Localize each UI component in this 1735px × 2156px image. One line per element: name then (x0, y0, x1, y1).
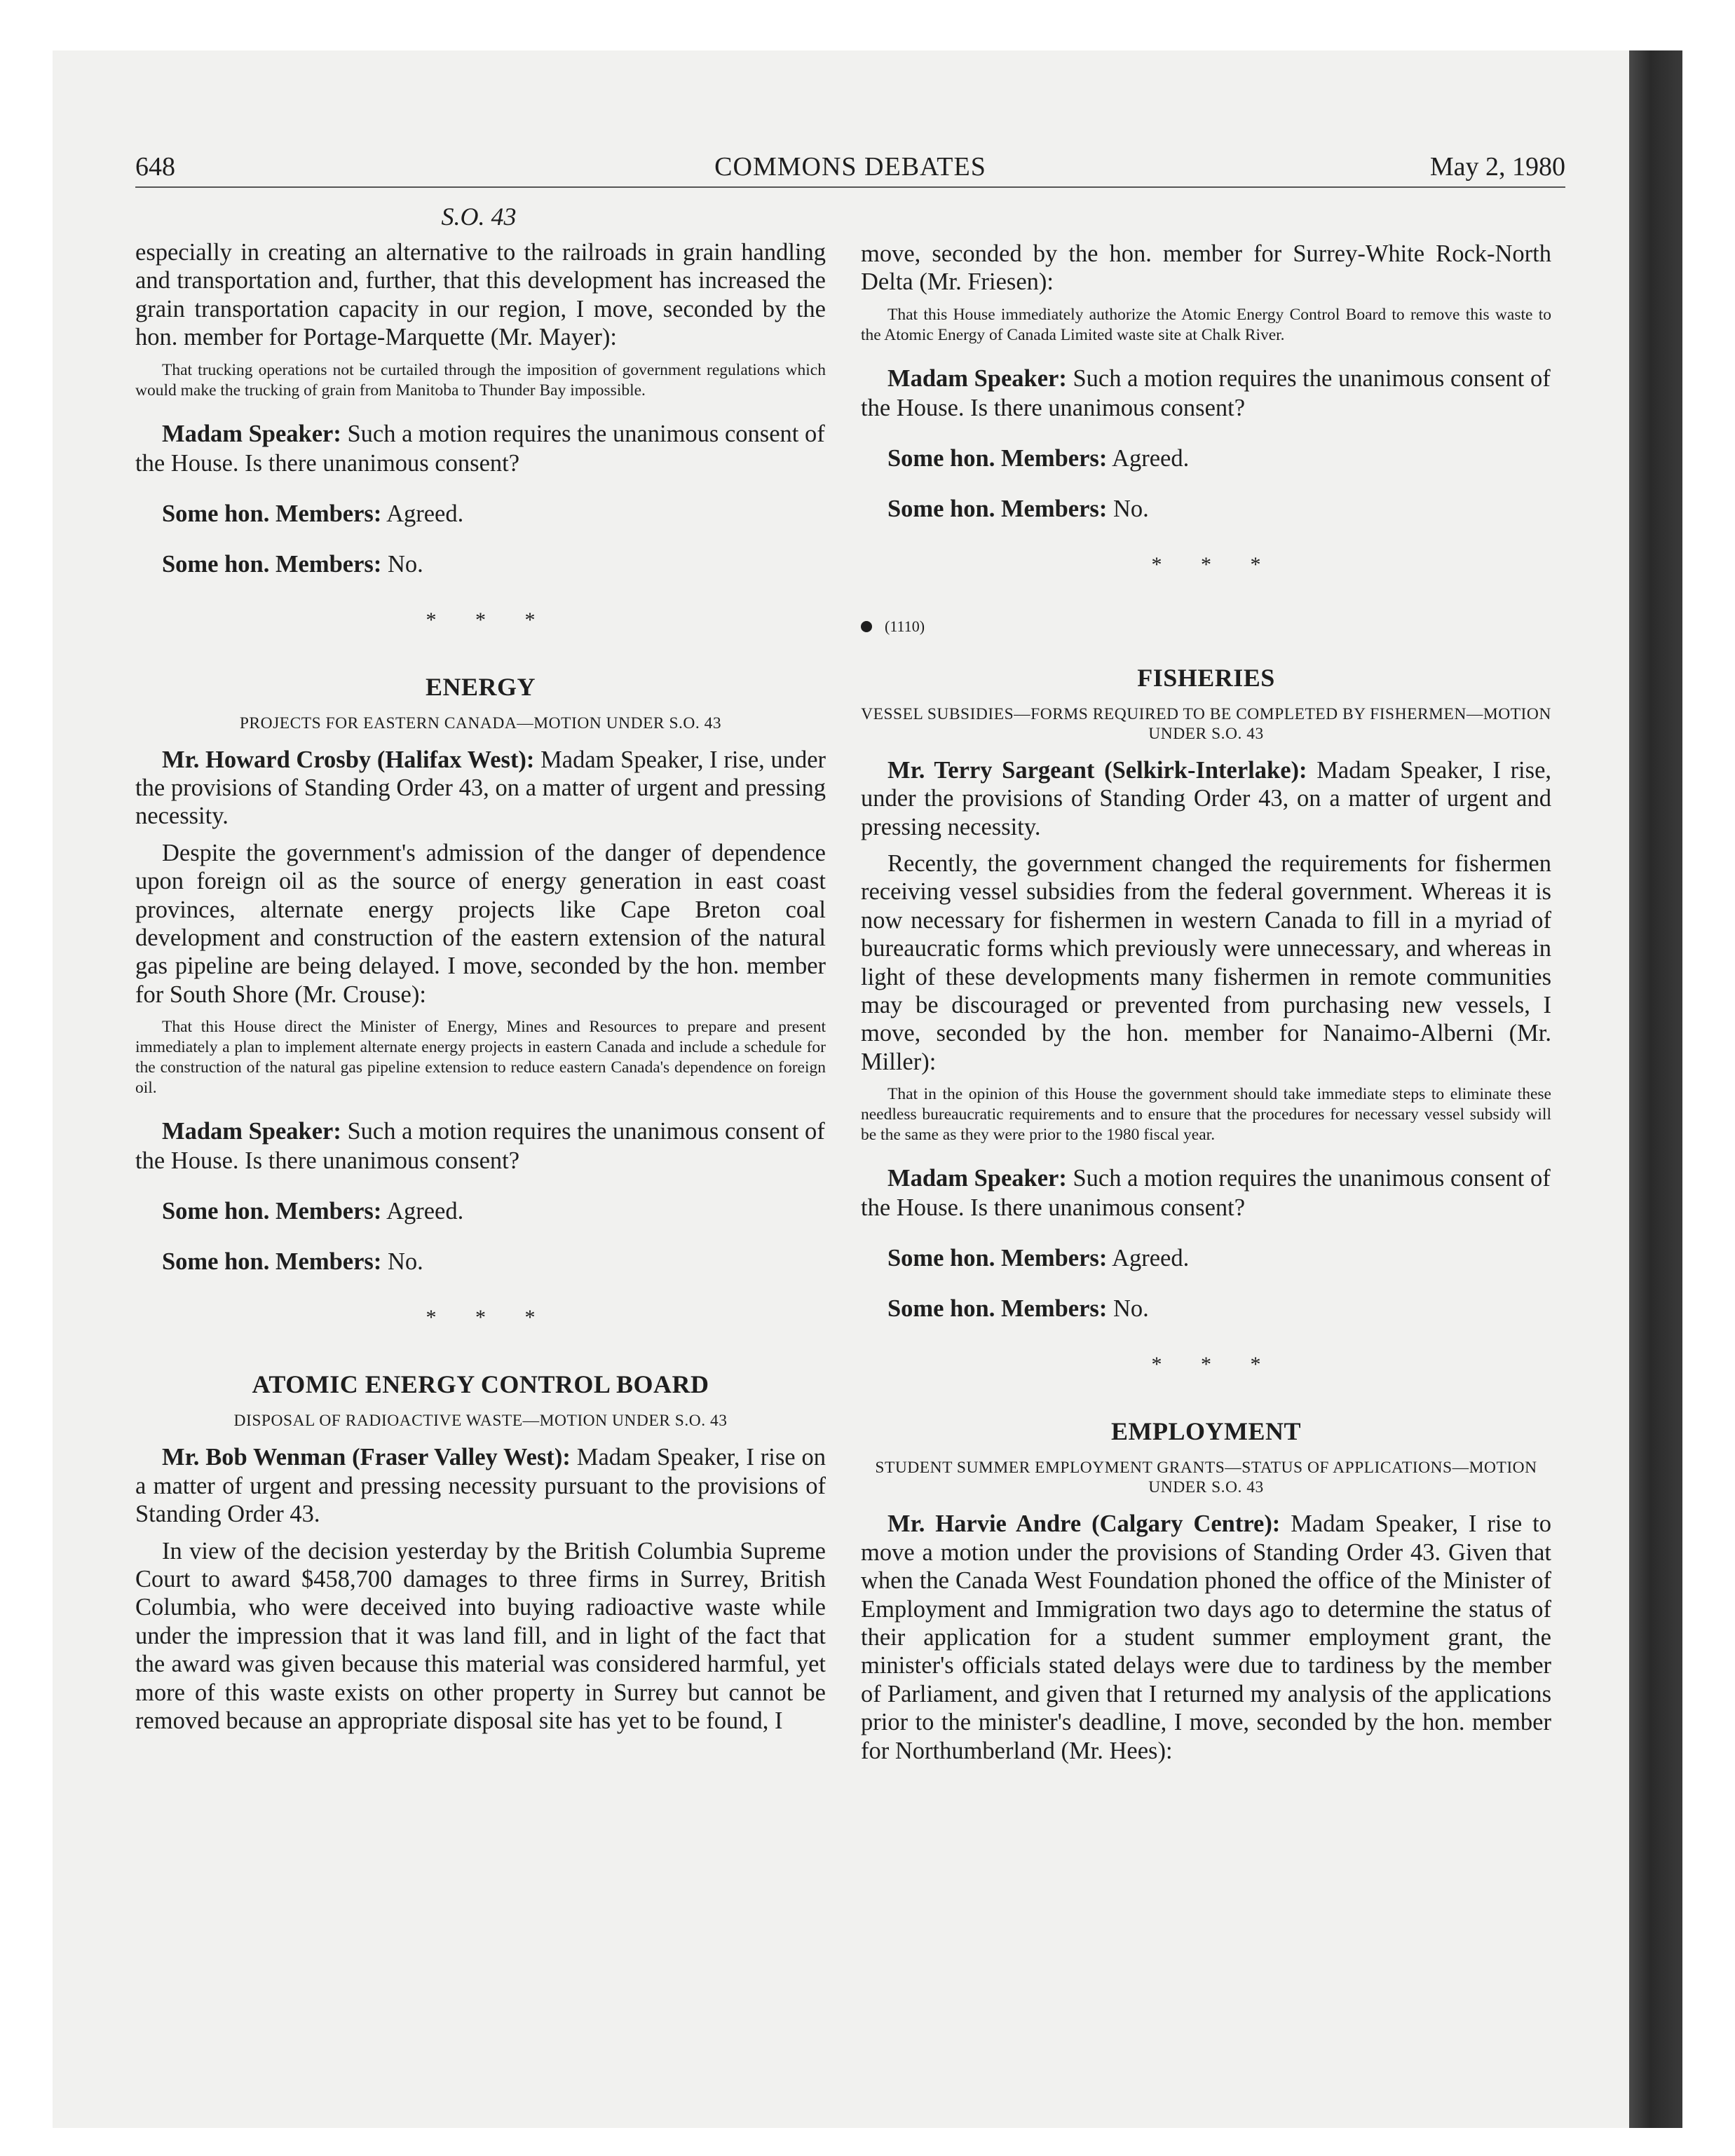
speech-text: Madam Speaker, I rise, under the provisions of Standing Order 43, on a matter of urgent and pressing necessity. (861, 756, 1552, 840)
motion-text: That trucking operations not be curtailed through the imposition of government regulations which would make the trucking of grain from Manitoba to Thunder Bay impossible. (135, 360, 826, 400)
members-response (135, 499, 826, 528)
timestamp-text: (1110) (885, 617, 925, 635)
speaker-name: Some hon. Members: (162, 550, 382, 578)
speaker-riding: (Fraser Valley West): (346, 1444, 571, 1471)
speech-text: Agreed. (381, 1198, 464, 1225)
speaker-name: Mr. Terry Sargeant (887, 756, 1095, 784)
speech-paragraph: In view of the decision yesterday by the British Columbia Supreme Court to award $458,700 damages to three firms in Surrey, British Columbia, who were deceived into buying radioactive waste while under the impression that it was land fill, and in light of the fact that the award was given because this material was considered harmful, yet more of this waste exists on other property in Surrey but cannot be removed because an appropriate disposal site has yet to be found, I (135, 1537, 826, 1734)
speech-text: Agreed. (1107, 444, 1190, 472)
members-response (861, 1294, 1551, 1323)
speech-text: Such a motion requires the unanimous consent of the House. Is there unanimous consent? (861, 1165, 1551, 1222)
speech-text: Madam Speaker, I rise to move a motion under the provisions of Standing Order 43. Given that when the Canada West Foundation phoned the office of the Minister of Employment and Immigration two days ago to determine the status of their application for a student summer employment grant, the minister's officials stated delays were due to tardiness by the member of Parliament, and given that I returned my analysis of the applications prior to the minister's deadline, I move, seconded by the hon. member for Northumberland (Mr. Hees): (861, 1510, 1551, 1764)
speech-text: Madam Speaker, I rise on a matter of urgent and pressing necessity pursuant to the provisions of Standing Order 43. (135, 1444, 826, 1528)
motion-text: That in the opinion of this House the government should take immediate steps to eliminate these needless bureaucratic requirements and to ensure that the procedures for necessary vessel subsidy will be the same as they were prior to the 1980 fiscal year. (861, 1085, 1551, 1145)
speaker-exchange (135, 1117, 826, 1175)
speaker-riding: (Calgary Centre): (1081, 1510, 1281, 1538)
speaker-name: Some hon. Members: (162, 500, 382, 527)
speaker-name: Mr. Howard Crosby (162, 746, 372, 773)
members-response (135, 1196, 826, 1226)
speaker-name: Some hon. Members: (887, 444, 1108, 472)
continued-paragraph: especially in creating an alternative to the railroads in grain handling and transportation and, further, that this development has increased the grain transportation capacity in our region, I move, seconded by the hon. member for Portage-Marquette (Mr. Mayer): (135, 239, 826, 351)
members-response (861, 1243, 1551, 1273)
speaker-name: Madam Speaker: (887, 1165, 1067, 1192)
members-response (861, 494, 1551, 524)
members-response (135, 1247, 826, 1276)
time-marker (861, 616, 1551, 637)
speaker-exchange (135, 419, 826, 478)
speaker-name: Madam Speaker: (162, 1118, 341, 1145)
speech-text: Such a motion requires the unanimous consent of the House. Is there unanimous consent? (861, 364, 1551, 421)
speech-text: Such a motion requires the unanimous consent of the House. Is there unanimous consent? (135, 420, 825, 477)
speaker-name: Some hon. Members: (887, 1245, 1108, 1272)
section-heading: ATOMIC ENERGY CONTROL BOARD (252, 1370, 709, 1399)
motion-text: That this House immediately authorize the Atomic Energy Control Board to remove this waste to the Atomic Energy of Canada Limited waste site at Chalk River. (861, 305, 1551, 344)
speech-paragraph (135, 1443, 826, 1528)
speech-text: Agreed. (1107, 1245, 1190, 1272)
members-response (135, 550, 826, 579)
continued-paragraph: move, seconded by the hon. member for Surrey-White Rock-North Delta (Mr. Friesen): (861, 240, 1551, 296)
section-separator: * * * (1151, 1353, 1278, 1377)
speech-text: No. (381, 550, 423, 578)
section-separator: * * * (426, 1306, 552, 1330)
running-header (135, 149, 1565, 185)
speaker-name: Madam Speaker: (162, 420, 341, 447)
publication-date: May 2, 1980 (1429, 152, 1565, 182)
motion-text: That this House direct the Minister of Energy, Mines and Resources to prepare and present immediately a plan to implement alternate energy projects in eastern Canada and include a schedule for the construction of the natural gas pipeline extension to reduce eastern Canada's dependence on foreign oil. (135, 1018, 826, 1098)
speech-text: Madam Speaker, I rise, under the provisions of Standing Order 43, on a matter of urgent and pressing necessity. (135, 746, 826, 830)
speaker-name: Some hon. Members: (162, 1248, 382, 1276)
speaker-name: Some hon. Members: (162, 1198, 382, 1225)
scan-edge-shadow (1629, 50, 1682, 2128)
section-label: S.O. 43 (441, 203, 517, 231)
speaker-exchange (861, 1164, 1551, 1222)
speech-text: Such a motion requires the unanimous consent of the House. Is there unanimous consent? (135, 1118, 825, 1175)
speaker-name: Madam Speaker: (887, 364, 1067, 392)
section-subheading: PROJECTS FOR EASTERN CANADA—MOTION UNDER S.O. 43 (239, 714, 722, 732)
page-number: 648 (135, 152, 175, 182)
section-subheading: VESSEL SUBSIDIES—FORMS REQUIRED TO BE COMPLETED BY FISHERMEN—MOTION UNDER S.O. 43 (861, 704, 1551, 743)
section-separator: * * * (1151, 552, 1278, 576)
left-column (135, 238, 826, 1743)
speaker-name: Some hon. Members: (887, 495, 1108, 522)
section-heading: ENERGY (425, 672, 536, 701)
section-heading: FISHERIES (1137, 663, 1275, 692)
section-separator: * * * (426, 608, 552, 632)
speaker-riding: (Selkirk-Interlake): (1094, 756, 1307, 784)
speech-text: No. (1107, 495, 1149, 522)
right-column (861, 240, 1551, 1773)
speech-paragraph: Despite the government's admission of the danger of dependence upon foreign oil as the source of energy generation in east coast provinces, alternate energy projects like Cape Breton coal development and construction of the eastern extension of the natural gas pipeline are being delayed. I move, seconded by the hon. member for South Shore (Mr. Crouse): (135, 839, 826, 1008)
section-subheading: STUDENT SUMMER EMPLOYMENT GRANTS—STATUS OF APPLICATIONS—MOTION UNDER S.O. 43 (875, 1459, 1537, 1497)
speaker-name: Mr. Bob Wenman (162, 1444, 346, 1471)
speech-text: No. (1107, 1295, 1149, 1323)
publication-title: COMMONS DEBATES (714, 152, 986, 182)
speech-paragraph (861, 1510, 1551, 1765)
speaker-riding: (Halifax West): (371, 746, 535, 773)
speaker-name: Mr. Harvie Andre (887, 1510, 1082, 1538)
speech-paragraph (861, 756, 1551, 841)
bullet-icon (861, 621, 872, 632)
speech-text: Agreed. (381, 500, 464, 527)
header-rule (135, 186, 1565, 188)
speech-paragraph (135, 746, 826, 831)
members-response (861, 444, 1551, 473)
speaker-exchange (861, 364, 1551, 423)
section-heading: EMPLOYMENT (1111, 1417, 1301, 1446)
speech-paragraph: Recently, the government changed the requirements for fishermen receiving vessel subsidies from the federal government. Whereas it is now necessary for fishermen in western Canada to fill in a myriad of bureaucratic forms which previously were unnecessary, and whereas in light of these developments many fishermen in remote communities may be discouraged or prevented from purchasing new vessels, I move, seconded by the hon. member for Nanaimo-Alberni (Mr. Miller): (861, 850, 1551, 1075)
speech-text: No. (381, 1248, 423, 1276)
section-subheading: DISPOSAL OF RADIOACTIVE WASTE—MOTION UNDER S.O. 43 (233, 1412, 728, 1431)
speaker-name: Some hon. Members: (887, 1295, 1108, 1323)
